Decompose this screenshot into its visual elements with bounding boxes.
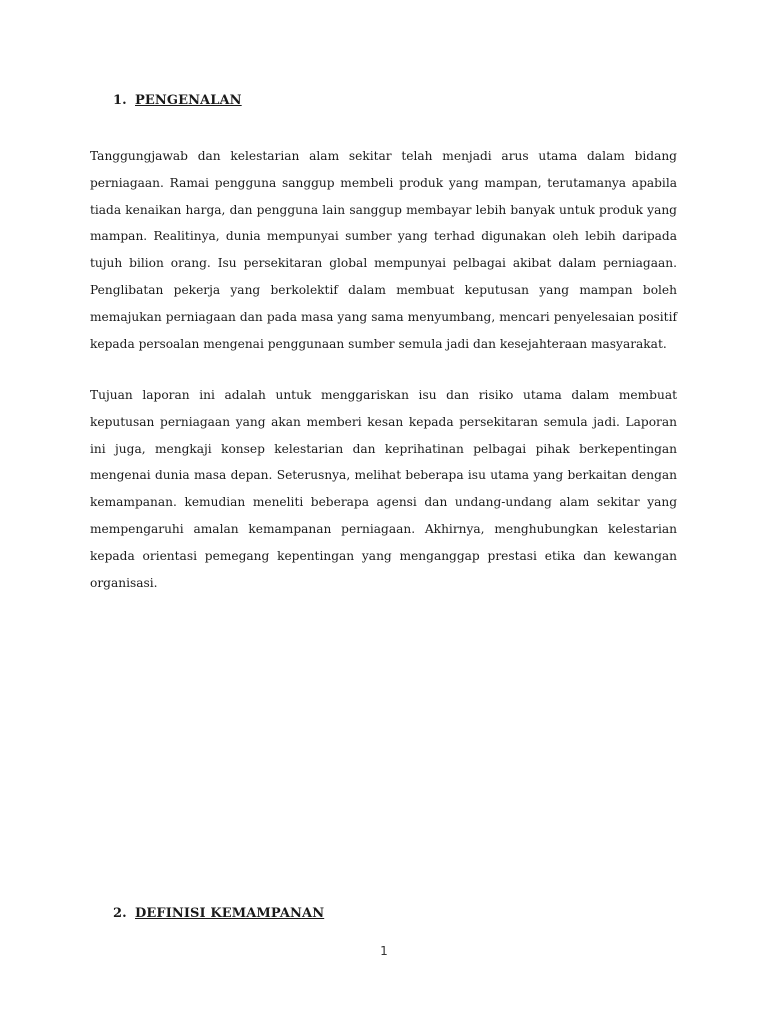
section-title: PENGENALAN [135,93,242,108]
paragraph-introduction: Tanggungjawab dan kelestarian alam sekitar telah menjadi arus utama dalam bidang perniagaan. Ramai pengguna sanggup membeli produk yang mampan, terutamanya apabila tiada kenaikan harga, dan pengguna lain sanggup membayar lebih banyak untuk produk yang mampan. Realitinya, dunia mempunyai sumber yang terhad digunakan oleh lebih daripada tujuh bilion orang. Isu persekitaran global mempunyai pelbagai akibat dalam perniagaan. Penglibatan pekerja yang berkolektif dalam membuat keputusan yang mampan boleh memajukan perniagaan dan pada masa yang sama menyumbang, mencari penyelesaian positif kepada persoalan mengenai penggunaan sumber semula jadi dan kesejahteraan masyarakat. [90,149,677,351]
page-number: 1 [380,944,388,958]
section-title: DEFINISI KEMAMPANAN [135,906,325,921]
section-heading-pengenalan [113,93,242,108]
section-number: 1. [113,93,127,108]
paragraph-report-purpose: Tujuan laporan ini adalah untuk menggariskan isu dan risiko utama dalam membuat keputusan perniagaan yang akan memberi kesan kepada persekitaran semula jadi. Laporan ini juga, mengkaji konsep kelestarian dan keprihatinan pelbagai pihak berkepentingan mengenai dunia masa depan. Seterusnya, melihat beberapa isu utama yang berkaitan dengan kemampanan. kemudian meneliti beberapa agensi dan undang-undang alam sekitar yang mempengaruhi amalan kemampanan perniagaan. Akhirnya, menghubungkan kelestarian kepada orientasi pemegang kepentingan yang menganggap prestasi etika dan kewangan organisasi. [90,388,677,590]
section-heading-definisi-kemampanan [113,906,324,921]
section-number: 2. [113,906,127,921]
